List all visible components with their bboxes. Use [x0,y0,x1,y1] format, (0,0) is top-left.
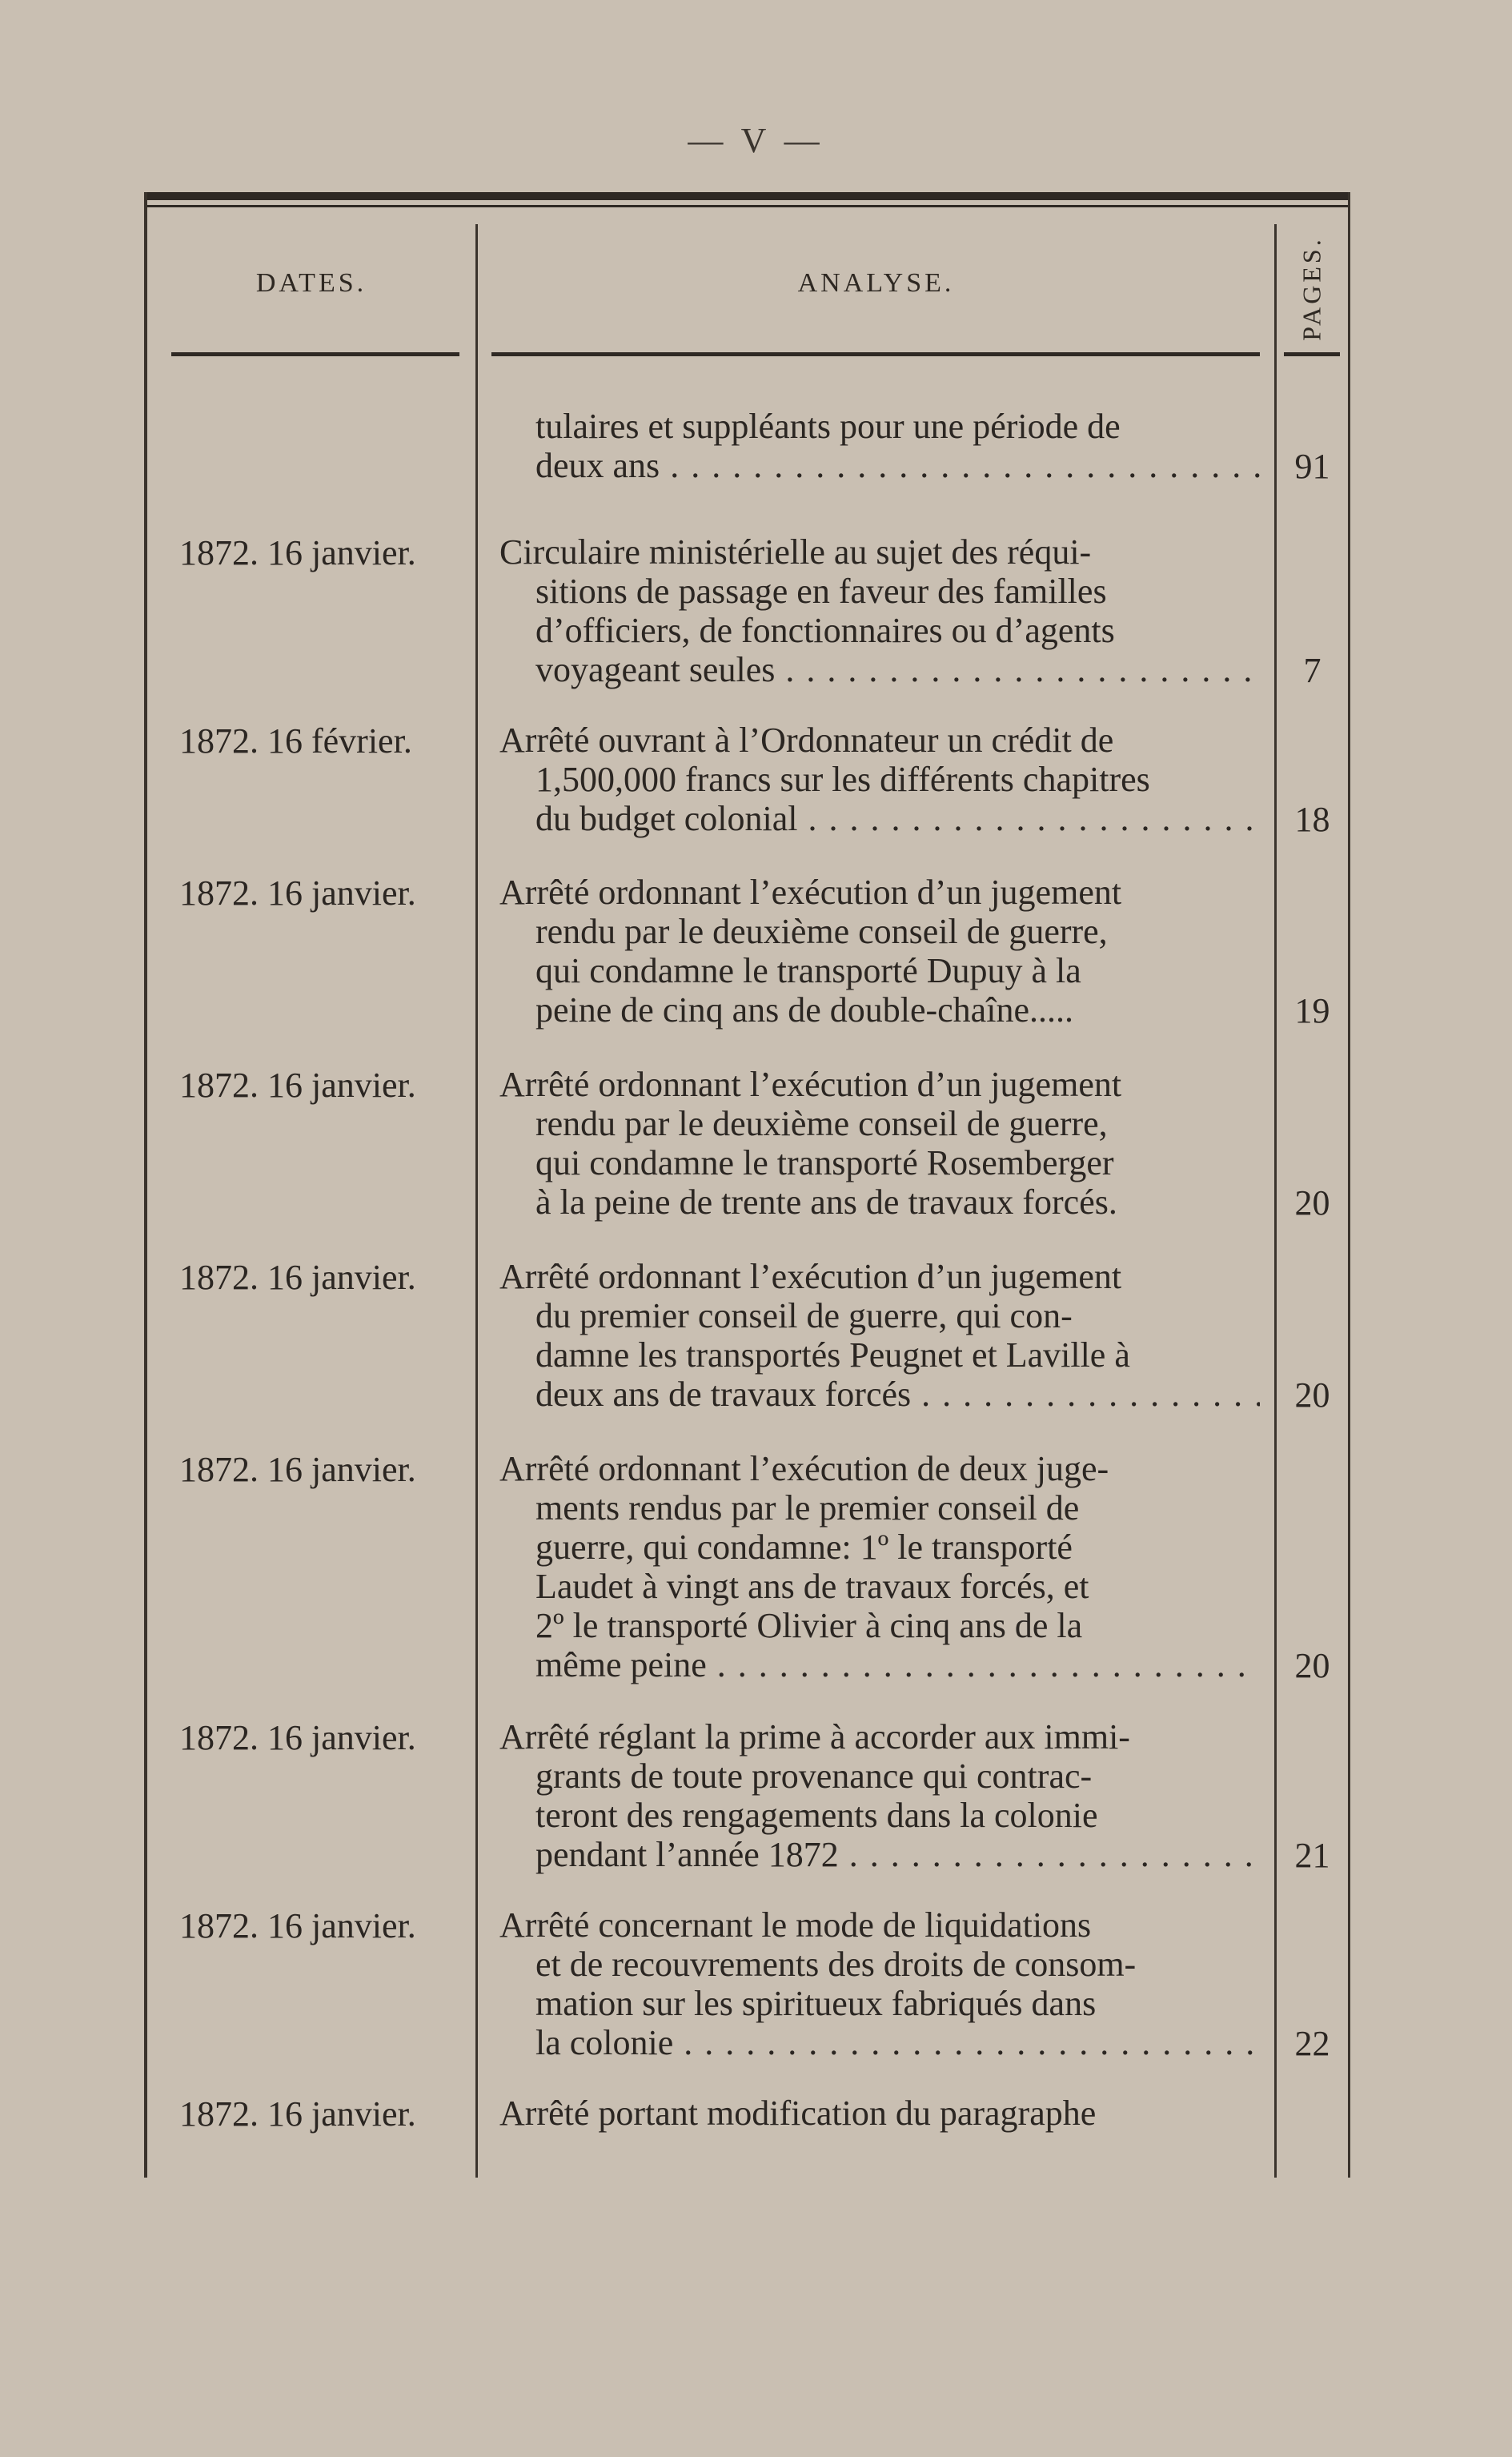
entry-page: 7 [1303,651,1321,690]
analysis-line: pendant l’année 1872 . . . [499,1835,1260,1874]
entry-date: 1872. 16 janvier. [179,1450,416,1489]
entry-page: 20 [1294,1183,1330,1222]
entry-analysis [499,532,1260,689]
analysis-line: guerre, qui condamne: 1º le transporté [535,1528,1073,1567]
analysis-line: Arrêté ordonnant l’exécution d’un jugement [499,1065,1122,1104]
entry-page: 18 [1294,800,1330,839]
analysis-line: qui condamne le transporté Dupuy à la [535,951,1081,990]
entry-page: 21 [1294,1836,1330,1875]
entry-analysis [499,1257,1260,1414]
entry-page: 19 [1294,991,1330,1030]
analysis-line: grants de toute provenance qui contrac- [535,1756,1093,1796]
analysis-line: la colonie . . . [499,2023,1260,2062]
analysis-line: d’officiers, de fonctionnaires ou d’agents [535,611,1115,650]
header-rule [171,352,459,356]
header-rule [1284,352,1340,356]
analysis-line: mation sur les spiritueux fabriqués dans [535,1984,1097,2023]
entry-date: 1872. 16 janvier. [179,1906,416,1945]
analysis-line: qui condamne le transporté Rosemberger [535,1143,1114,1182]
header-rule [491,352,1260,356]
analysis-line: et de recouvrements des droits de consom- [535,1945,1137,1984]
entry-page: 22 [1294,2024,1330,2063]
page-number-header: — V — [688,121,824,160]
analysis-line: voyageant seules . . . [499,650,1260,689]
column-header-analyse: ANALYSE. [797,268,955,298]
entry-analysis [499,873,1260,1030]
entry-analysis [499,721,1260,838]
analysis-line: Arrêté ordonnant l’exécution de deux juge- [499,1449,1109,1488]
analysis-line: rendu par le deuxième conseil de guerre, [535,1104,1108,1143]
analysis-line: tulaires et suppléants pour une période de [535,407,1121,446]
top-rule-thin [147,205,1348,207]
analysis-line: rendu par le deuxième conseil de guerre, [535,912,1108,951]
entry-analysis [499,1065,1260,1222]
analysis-line: sitions de passage en faveur des familles [535,572,1107,611]
entry-date: 1872. 16 janvier. [179,873,416,913]
entry-date: 1872. 16 janvier. [179,1066,416,1105]
entry-analysis [499,407,1260,485]
analysis-line: damne les transportés Peugnet et Laville à [535,1335,1130,1375]
index-table [144,192,1350,2178]
column-divider-dates [475,224,478,2178]
top-rule-thick [147,192,1348,200]
entry-date: 1872. 16 janvier. [179,533,416,572]
analysis-line: Arrêté ordonnant l’exécution d’un jugement [499,1257,1122,1296]
entry-date: 1872. 16 février. [179,721,412,761]
entry-page: 91 [1294,447,1330,486]
entry-page: 20 [1294,1646,1330,1685]
analysis-line: 2º le transporté Olivier à cinq ans de la [535,1606,1083,1645]
column-header-dates: DATES. [255,268,367,298]
analysis-line: Arrêté ouvrant à l’Ordonnateur un crédit de [499,721,1114,760]
analysis-line: peine de cinq ans de double-chaîne..... [535,990,1073,1030]
analysis-line: Arrêté portant modification du paragraphe [499,2094,1097,2133]
analysis-line: deux ans de travaux forcés . . . [499,1375,1260,1414]
analysis-line: deux ans . . . [499,446,1260,485]
analysis-line: Arrêté ordonnant l’exécution d’un jugement [499,873,1122,912]
entry-date: 1872. 16 janvier. [179,1258,416,1297]
entry-analysis [499,1449,1260,1684]
analysis-line: même peine . . . [499,1645,1260,1684]
analysis-line: du budget colonial . . . [499,799,1260,838]
entry-analysis [499,1905,1260,2062]
analysis-line: Circulaire ministérielle au sujet des réqui- [499,532,1092,572]
entry-analysis [499,2094,1260,2133]
analysis-line: ments rendus par le premier conseil de [535,1488,1080,1528]
analysis-line: teront des rengagements dans la colonie [535,1796,1098,1835]
entry-date: 1872. 16 janvier. [179,1718,416,1757]
analysis-line: à la peine de trente ans de travaux forcés. [535,1182,1117,1222]
column-header-pages: PAGES. [1297,235,1327,341]
analysis-line: Laudet à vingt ans de travaux forcés, et [535,1567,1089,1606]
analysis-line: Arrêté réglant la prime à accorder aux immi- [499,1717,1130,1756]
analysis-line: Arrêté concernant le mode de liquidations [499,1905,1092,1945]
entry-analysis [499,1717,1260,1874]
analysis-line: du premier conseil de guerre, qui con- [535,1296,1073,1335]
entry-date: 1872. 16 janvier. [179,2094,416,2134]
analysis-line: 1,500,000 francs sur les différents chapitres [535,760,1150,799]
entry-page: 20 [1294,1375,1330,1415]
